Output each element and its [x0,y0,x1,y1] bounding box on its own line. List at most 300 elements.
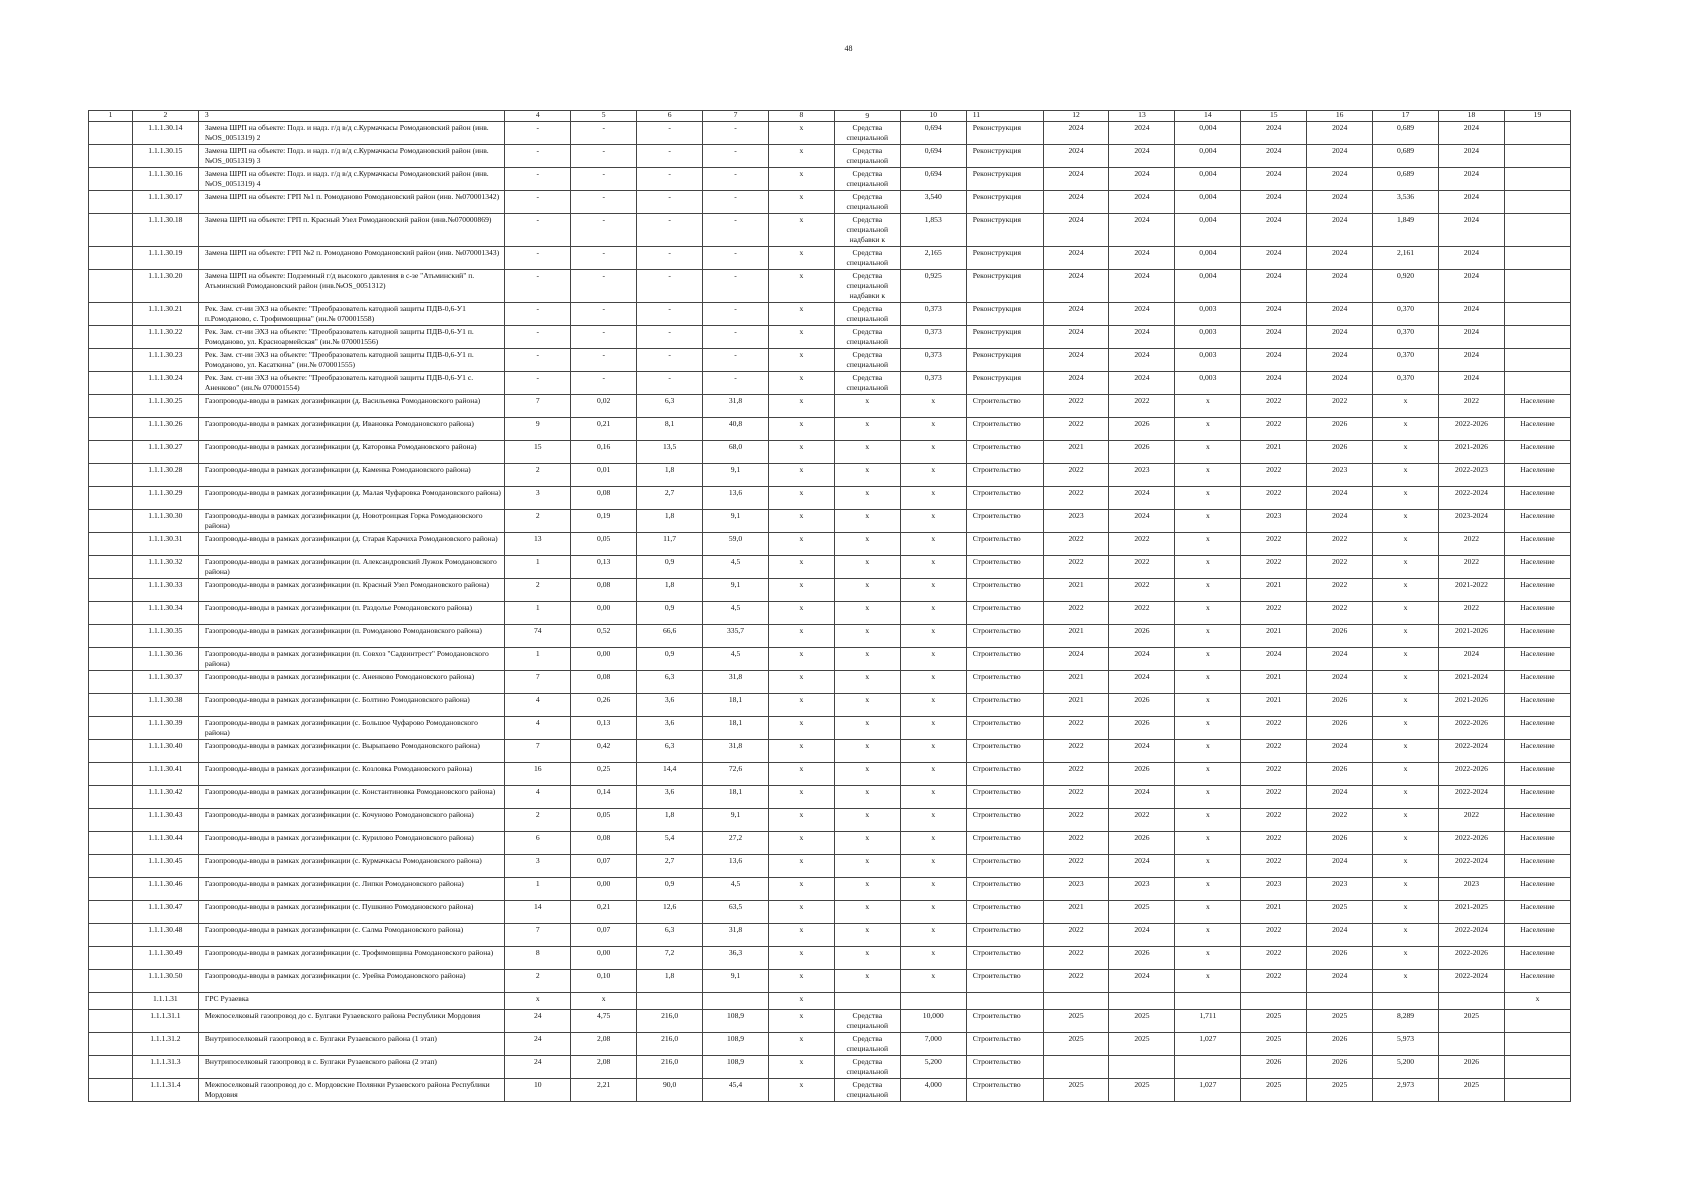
cell-col-11: Реконструкция [966,270,1043,303]
cell-col-8: x [768,602,834,625]
cell-col-16: 2026 [1307,763,1373,786]
cell-col-19: Население [1504,556,1570,579]
cell-col-12: 2022 [1043,717,1109,740]
cell-col-2: 1.1.1.30.32 [132,556,198,579]
cell-col-19: Население [1504,395,1570,418]
cell-col-12 [1043,1056,1109,1079]
cell-col-4: - [505,372,571,395]
cell-col-10: 0,694 [900,122,966,145]
cell-col-13: 2022 [1109,533,1175,556]
cell-col-15: 15 [1241,111,1307,122]
cell-col-8: x [768,1056,834,1079]
cell-col-17: x [1373,901,1439,924]
cell-col-18: 2021-2025 [1439,901,1505,924]
cell-col-9: Средства специальной [834,1079,900,1102]
cell-col-14: 0,003 [1175,326,1241,349]
cell-col-17: x [1373,602,1439,625]
cell-col-3: Газопроводы-вводы в рамках догазификации (с. Салма Ромодановского района) [198,924,505,947]
cell-col-14: x [1175,648,1241,671]
table-row [89,947,1571,970]
cell-col-5: 0,08 [571,487,637,510]
cell-col-13: 2024 [1109,487,1175,510]
cell-col-13: 2024 [1109,855,1175,878]
cell-col-16: 2026 [1307,717,1373,740]
cell-col-1 [89,395,133,418]
cell-col-7: 9,1 [703,464,769,487]
cell-col-4: 4 [505,111,571,122]
cell-col-9: Средства специальной [834,372,900,395]
cell-col-3: Газопроводы-вводы в рамках догазификации (д. Васильевка Ромодановского района) [198,395,505,418]
cell-col-1 [89,145,133,168]
cell-col-11: Реконструкция [966,168,1043,191]
cell-col-5: 0,21 [571,901,637,924]
cell-col-6: 3,6 [637,694,703,717]
cell-col-11: Строительство [966,855,1043,878]
cell-col-11: Реконструкция [966,247,1043,270]
cell-col-12: 2022 [1043,418,1109,441]
cell-col-4: - [505,349,571,372]
cell-col-6: 6 [637,111,703,122]
cell-col-16: 2024 [1307,648,1373,671]
cell-col-2: 1.1.1.30.48 [132,924,198,947]
cell-col-13: 2024 [1109,326,1175,349]
cell-col-6: 0,9 [637,556,703,579]
cell-col-19 [1504,168,1570,191]
cell-col-13: 2026 [1109,694,1175,717]
cell-col-18: 18 [1439,111,1505,122]
cell-col-16: 2025 [1307,1010,1373,1033]
cell-col-3: Замена ШРП на объекте: ГРП п. Красный Узел Ромодановский район (инв.№070000869) [198,214,505,247]
cell-col-4: 15 [505,441,571,464]
cell-col-19: Население [1504,740,1570,763]
cell-col-16: 2023 [1307,878,1373,901]
cell-col-5: 2,08 [571,1056,637,1079]
cell-col-7: - [703,372,769,395]
cell-col-18: 2022-2026 [1439,763,1505,786]
cell-col-13: 2026 [1109,625,1175,648]
cell-col-13: 2024 [1109,270,1175,303]
table-row [89,901,1571,924]
cell-col-17: 0,920 [1373,270,1439,303]
cell-col-5: 0,10 [571,970,637,993]
cell-col-11: Строительство [966,1079,1043,1102]
cell-col-19: Население [1504,970,1570,993]
cell-col-18: 2021-2026 [1439,441,1505,464]
cell-col-17 [1373,993,1439,1010]
cell-col-3: Газопроводы-вводы в рамках догазификации (с. Пушкино Ромодановского района) [198,901,505,924]
cell-col-18 [1439,993,1505,1010]
cell-col-13: 2025 [1109,1010,1175,1033]
cell-col-4: 2 [505,579,571,602]
cell-col-4: 14 [505,901,571,924]
cell-col-14: 0,004 [1175,191,1241,214]
cell-col-11: Строительство [966,1010,1043,1033]
cell-col-7: 45,4 [703,1079,769,1102]
header-row [89,111,1571,122]
cell-col-7: 335,7 [703,625,769,648]
cell-col-19 [1504,214,1570,247]
cell-col-7: - [703,247,769,270]
cell-col-11: Реконструкция [966,191,1043,214]
cell-col-5: 0,14 [571,786,637,809]
cell-col-2: 1.1.1.30.29 [132,487,198,510]
cell-col-9: Средства специальной [834,1056,900,1079]
cell-col-1 [89,510,133,533]
cell-col-6: 13,5 [637,441,703,464]
cell-col-6: 0,9 [637,648,703,671]
cell-col-8: x [768,303,834,326]
cell-col-10: x [900,947,966,970]
table-row [89,924,1571,947]
cell-col-17: x [1373,533,1439,556]
cell-col-7: 68,0 [703,441,769,464]
cell-col-18: 2022 [1439,809,1505,832]
cell-col-15: 2024 [1241,303,1307,326]
cell-col-9: 9 [834,111,900,122]
cell-col-2: 1.1.1.30.44 [132,832,198,855]
cell-col-7: - [703,122,769,145]
cell-col-8: x [768,694,834,717]
cell-col-5: - [571,214,637,247]
cell-col-9: Средства специальной [834,1033,900,1056]
cell-col-11: Реконструкция [966,214,1043,247]
cell-col-5: 0,08 [571,671,637,694]
cell-col-16: 2024 [1307,671,1373,694]
cell-col-10: x [900,556,966,579]
cell-col-18: 2022-2026 [1439,832,1505,855]
cell-col-11: Строительство [966,602,1043,625]
cell-col-2: 2 [132,111,198,122]
table-row [89,993,1571,1010]
cell-col-5: 0,08 [571,579,637,602]
cell-col-18: 2022-2024 [1439,924,1505,947]
cell-col-7: 31,8 [703,671,769,694]
cell-col-10: x [900,855,966,878]
cell-col-7: 18,1 [703,717,769,740]
cell-col-6: 90,0 [637,1079,703,1102]
table-row [89,1079,1571,1102]
cell-col-2: 1.1.1.30.17 [132,191,198,214]
cell-col-17: x [1373,717,1439,740]
cell-col-5: - [571,122,637,145]
cell-col-6 [637,993,703,1010]
cell-col-14: x [1175,533,1241,556]
cell-col-10: x [900,970,966,993]
cell-col-3: Газопроводы-вводы в рамках догазификации (п. Совхоз "Садвинтрест" Ромодановского района) [198,648,505,671]
cell-col-5: - [571,270,637,303]
cell-col-1 [89,303,133,326]
cell-col-1 [89,270,133,303]
cell-col-6: 3,6 [637,717,703,740]
cell-col-18: 2022 [1439,556,1505,579]
cell-col-15: 2022 [1241,602,1307,625]
cell-col-12: 2024 [1043,270,1109,303]
cell-col-5: 0,42 [571,740,637,763]
cell-col-18: 2022-2024 [1439,740,1505,763]
cell-col-4: x [505,993,571,1010]
cell-col-3: Замена ШРП на объекте: Подз. и надз. г/д в/д с.Курмачкасы Ромодановский район (инв.№OS_0051319) 4 [198,168,505,191]
cell-col-10: x [900,694,966,717]
cell-col-17: x [1373,648,1439,671]
cell-col-9: x [834,809,900,832]
cell-col-1 [89,533,133,556]
cell-col-12: 2021 [1043,625,1109,648]
table-row [89,533,1571,556]
cell-col-4: 1 [505,602,571,625]
cell-col-14: x [1175,510,1241,533]
cell-col-15: 2023 [1241,878,1307,901]
cell-col-11: Строительство [966,533,1043,556]
cell-col-4: 9 [505,418,571,441]
cell-col-10: 10 [900,111,966,122]
cell-col-9: x [834,395,900,418]
cell-col-7: 108,9 [703,1010,769,1033]
cell-col-15: 2022 [1241,464,1307,487]
cell-col-19 [1504,145,1570,168]
cell-col-10: 1,853 [900,214,966,247]
cell-col-15: 2024 [1241,270,1307,303]
cell-col-7: - [703,349,769,372]
cell-col-13: 2026 [1109,418,1175,441]
cell-col-11: Строительство [966,878,1043,901]
cell-col-16: 2026 [1307,1033,1373,1056]
cell-col-8: x [768,648,834,671]
cell-col-19: Население [1504,579,1570,602]
cell-col-14: x [1175,855,1241,878]
cell-col-3: Газопроводы-вводы в рамках догазификации (с. Константиновка Ромодановского района) [198,786,505,809]
cell-col-1 [89,191,133,214]
cell-col-9: x [834,510,900,533]
cell-col-13: 2024 [1109,122,1175,145]
cell-col-2: 1.1.1.30.50 [132,970,198,993]
cell-col-4: - [505,303,571,326]
cell-col-7: 4,5 [703,648,769,671]
cell-col-18: 2024 [1439,270,1505,303]
cell-col-16: 2026 [1307,694,1373,717]
cell-col-10: 4,000 [900,1079,966,1102]
cell-col-3: Рек. Зам. ст-ии ЭХЗ на объекте: "Преобразователь катодной защиты ПДВ-0,6-У1 п. Ромоданово, ул. Красноармейская" (ин.№ 070001556) [198,326,505,349]
cell-col-1 [89,1033,133,1056]
table-row [89,122,1571,145]
cell-col-14: x [1175,556,1241,579]
cell-col-14: x [1175,947,1241,970]
cell-col-2: 1.1.1.30.26 [132,418,198,441]
cell-col-7: 9,1 [703,579,769,602]
cell-col-4: 1 [505,878,571,901]
cell-col-18: 2024 [1439,372,1505,395]
cell-col-11: Реконструкция [966,303,1043,326]
cell-col-16: 2024 [1307,145,1373,168]
cell-col-15: 2021 [1241,901,1307,924]
cell-col-19: Население [1504,924,1570,947]
cell-col-10: x [900,533,966,556]
cell-col-7: - [703,303,769,326]
cell-col-16: 2024 [1307,214,1373,247]
cell-col-4: - [505,247,571,270]
cell-col-9: x [834,464,900,487]
table-row [89,372,1571,395]
cell-col-16: 2022 [1307,395,1373,418]
cell-col-5: - [571,247,637,270]
cell-col-1 [89,993,133,1010]
cell-col-12: 2021 [1043,441,1109,464]
cell-col-19 [1504,326,1570,349]
cell-col-1 [89,740,133,763]
cell-col-2: 1.1.1.30.21 [132,303,198,326]
cell-col-18: 2024 [1439,122,1505,145]
cell-col-16: 16 [1307,111,1373,122]
cell-col-19 [1504,1010,1570,1033]
cell-col-9: Средства специальной [834,303,900,326]
cell-col-1 [89,809,133,832]
cell-col-5: 2,21 [571,1079,637,1102]
cell-col-17: 0,689 [1373,122,1439,145]
cell-col-8: x [768,372,834,395]
table-row [89,671,1571,694]
cell-col-7: 13,6 [703,487,769,510]
table-row [89,786,1571,809]
cell-col-10: 3,540 [900,191,966,214]
cell-col-1 [89,168,133,191]
cell-col-2: 1.1.1.30.15 [132,145,198,168]
cell-col-4: 4 [505,717,571,740]
cell-col-16: 2024 [1307,122,1373,145]
cell-col-11: Строительство [966,648,1043,671]
cell-col-12: 2024 [1043,145,1109,168]
cell-col-13: 2022 [1109,602,1175,625]
cell-col-12: 2025 [1043,1079,1109,1102]
table-row [89,1010,1571,1033]
cell-col-13: 2024 [1109,740,1175,763]
cell-col-19 [1504,349,1570,372]
cell-col-4: 4 [505,694,571,717]
table-row [89,694,1571,717]
cell-col-8: x [768,924,834,947]
cell-col-16: 2025 [1307,1079,1373,1102]
cell-col-14: 0,004 [1175,247,1241,270]
cell-col-8: x [768,878,834,901]
cell-col-7: 108,9 [703,1033,769,1056]
cell-col-12: 2022 [1043,947,1109,970]
cell-col-6: - [637,122,703,145]
cell-col-15: 2021 [1241,625,1307,648]
cell-col-18: 2022-2026 [1439,418,1505,441]
cell-col-13: 2024 [1109,510,1175,533]
cell-col-1 [89,441,133,464]
cell-col-15: 2022 [1241,924,1307,947]
table-row [89,191,1571,214]
cell-col-2: 1.1.1.30.38 [132,694,198,717]
cell-col-3: Газопроводы-вводы в рамках догазификации (д. Малая Чуфаровка Ромодановского района) [198,487,505,510]
cell-col-17: x [1373,579,1439,602]
cell-col-12: 2025 [1043,1010,1109,1033]
cell-col-4: 1 [505,648,571,671]
cell-col-2: 1.1.1.30.16 [132,168,198,191]
cell-col-6: 5,4 [637,832,703,855]
cell-col-8: x [768,510,834,533]
cell-col-10: x [900,602,966,625]
cell-col-1 [89,487,133,510]
cell-col-12 [1043,993,1109,1010]
cell-col-19 [1504,1033,1570,1056]
cell-col-3: Газопроводы-вводы в рамках догазификации (с. Вырыпаево Ромодановского района) [198,740,505,763]
cell-col-7: 4,5 [703,602,769,625]
cell-col-10: x [900,763,966,786]
cell-col-9: x [834,556,900,579]
cell-col-9: x [834,441,900,464]
cell-col-9: x [834,671,900,694]
cell-col-8: x [768,786,834,809]
cell-col-14: x [1175,924,1241,947]
cell-col-11: 11 [966,111,1043,122]
cell-col-11: Строительство [966,625,1043,648]
cell-col-8: x [768,214,834,247]
cell-col-14: x [1175,901,1241,924]
cell-col-15: 2026 [1241,1056,1307,1079]
cell-col-9: x [834,855,900,878]
cell-col-16: 2024 [1307,924,1373,947]
cell-col-2: 1.1.1.30.41 [132,763,198,786]
cell-col-2: 1.1.1.30.31 [132,533,198,556]
cell-col-12: 2021 [1043,901,1109,924]
cell-col-18: 2022 [1439,395,1505,418]
cell-col-12: 2024 [1043,247,1109,270]
cell-col-3: Газопроводы-вводы в рамках догазификации (с. Трофимовщина Ромодановского района) [198,947,505,970]
cell-col-5: 0,05 [571,809,637,832]
cell-col-12: 2022 [1043,740,1109,763]
cell-col-16: 2024 [1307,510,1373,533]
table-row [89,625,1571,648]
cell-col-18: 2022-2024 [1439,786,1505,809]
cell-col-9: x [834,648,900,671]
cell-col-11 [966,993,1043,1010]
cell-col-3: Газопроводы-вводы в рамках догазификации (с. Болтино Ромодановского района) [198,694,505,717]
cell-col-19 [1504,270,1570,303]
cell-col-9: x [834,786,900,809]
cell-col-17: 0,689 [1373,168,1439,191]
cell-col-17: 1,849 [1373,214,1439,247]
cell-col-16: 2024 [1307,270,1373,303]
cell-col-5: 2,08 [571,1033,637,1056]
cell-col-4: 10 [505,1079,571,1102]
table-row [89,809,1571,832]
cell-col-12: 12 [1043,111,1109,122]
cell-col-12: 2024 [1043,214,1109,247]
cell-col-15: 2024 [1241,648,1307,671]
cell-col-7: - [703,168,769,191]
cell-col-4: 3 [505,487,571,510]
cell-col-17: x [1373,970,1439,993]
cell-col-6: - [637,247,703,270]
cell-col-16: 2024 [1307,326,1373,349]
cell-col-5: - [571,168,637,191]
table-row [89,145,1571,168]
cell-col-17: x [1373,441,1439,464]
cell-col-14 [1175,993,1241,1010]
cell-col-3: Внутрипоселковый газопровод в с. Булгаки Рузаевского района (1 этап) [198,1033,505,1056]
cell-col-14: x [1175,878,1241,901]
cell-col-7: - [703,191,769,214]
cell-col-3: Газопроводы-вводы в рамках догазификации (с. Кочуново Ромодановского района) [198,809,505,832]
cell-col-17: 0,370 [1373,303,1439,326]
cell-col-10: x [900,418,966,441]
table-row [89,717,1571,740]
cell-col-8: x [768,464,834,487]
cell-col-19 [1504,191,1570,214]
cell-col-8: x [768,1079,834,1102]
cell-col-8: x [768,1010,834,1033]
cell-col-7: 13,6 [703,855,769,878]
